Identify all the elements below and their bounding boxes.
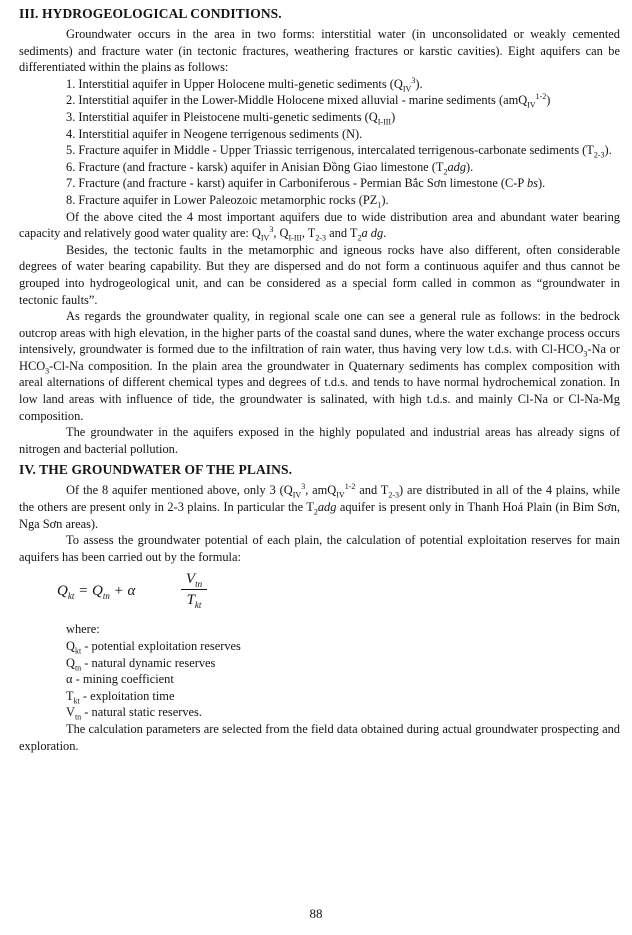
pollution-paragraph: The groundwater in the aquifers exposed in the highly populated and industrial areas has already signs of nitrogen and bacterial pollution. [19, 425, 620, 456]
tectonic-faults-paragraph: Besides, the tectonic faults in the metamorphic and igneous rocks have also different, often considerable degrees of water bearing capability. But they are dispersed and do not form a continuous aquifer and thus cannot be grouped into hydrogeological unit, and can be considered as a special form called in common as “groundwater in tectonic faults”. [19, 242, 620, 307]
assessment-paragraph: To assess the groundwater potential of each plain, the calculation of potential exploitation reserves for main aquifers has been carried out by the formula: [19, 533, 620, 564]
formula-denominator: $T_{kt}$ [186, 592, 202, 611]
water-quality-paragraph: As regards the groundwater quality, in regional scale one can see a general rule as follows: in the bedrock outcrop areas with high elevation, in the higher parts of the coastal sand dunes, where the water exchange process occurs intensively, groundwater is formed due to the infiltration of rain water, thus having very low t.d.s. with $Cl-HCO_3-Na$ or $HCO_3-Cl-Na$ composition. In the plain area the groundwater in Quaternary sediments has complex composition with areal alternations of different chemical types and degrees of t.d.s. and tends to have normal hydrochemical zonation. In low land areas with influence of tide, the groundwater is salinated, with high t.d.s. and mainly Cl-Na or Cl-Na-Mg composition. [19, 309, 620, 423]
aquifer-item-6: 6. Fracture (and fracture - karsk) aquifer in Anisian Đồng Giao limestone $(T_2adg)$. [66, 159, 474, 177]
aquifer-item-2: 2. Interstitial aquifer in the Lower-Middle Holocene mixed alluvial - marine sediments (amQ$_{IV}^{1-2}$) [66, 92, 551, 110]
legend-tkt: $T_{kt}$ - exploitation time [66, 688, 175, 706]
aquifer-item-4: 4. Interstitial aquifer in Neogene terrigenous sediments (N). [66, 126, 363, 141]
fraction-bar [181, 589, 207, 590]
closing-paragraph: The calculation parameters are selected from the field data obtained during actual groundwater prospecting and exploration. [19, 721, 620, 753]
aquifer-item-8: 8. Fracture aquifer in Lower Paleozoic metamorphic rocks $(PZ_1)$. [66, 192, 389, 210]
formula-numerator: $V_{tn}$ [185, 571, 203, 590]
page-number: 88 [309, 906, 323, 921]
distribution-paragraph: Of the 8 aquifer mentioned above, only 3 ($Q_{IV}^3$, amQ$_{IV}^{1-2}$ and $T_{2-3}$) are distributed in all of the 4 plains, while the others are present only in 2-3 plains. In particular the $T_2adg$ aquifer is present only in Thanh Hoá Plain (in Bỉm Sơn, Nga Sơn areas). [19, 482, 621, 531]
intro-paragraph: Groundwater occurs in the area in two forms: interstitial water (in unconsolidated or weakly cemented sediments) and fracture water (in tectonic fractures, weathering fractures or karstic cavities). Eight aquifers can be differentiated within the plains as follows: [19, 27, 620, 75]
reserves-formula [57, 567, 620, 617]
aquifer-item-3: 3. Interstitial aquifer in Pleistocene multi-genetic sediments $(Q_{I-III})$ [66, 109, 396, 127]
section-heading-groundwater-plains: IV. THE GROUNDWATER OF THE PLAINS. [19, 462, 293, 478]
legend-vtn: $V_{tn}$ - natural static reserves. [66, 705, 202, 722]
section-heading-hydrogeological: III. HYDROGEOLOGICAL CONDITIONS. [19, 6, 282, 21]
formula-left-side: $Q_{kt} = Q_{tn} + \alpha$ [57, 583, 136, 602]
legend-qkt: $Q_{kt}$ - potential exploitation reserves [66, 639, 241, 656]
aquifer-item-1: 1. Interstitial aquifer in Upper Holocene multi-genetic sediments $(Q_{IV}^3)$. [66, 75, 423, 94]
formula-fraction [181, 571, 207, 611]
legend-qtn: $Q_{tn}$ - natural dynamic reserves [66, 655, 216, 673]
aquifer-item-7: 7. Fracture (and fracture - karst) aquifer in Carboniferous - Permian Bắc Sơn limestone (C-P bs). [66, 176, 546, 191]
where-label: where: [66, 622, 100, 637]
legend-alpha: α - mining coefficient [66, 672, 174, 687]
important-aquifers-paragraph: Of the above cited the 4 most important aquifers due to wide distribution area and abundant water bearing capacity and relatively good water quality are: $Q_{IV}^3$, $Q_{I-III}$, $T_{2-3}$ and $T_2a$ dg. [19, 209, 620, 243]
aquifer-item-5: 5. Fracture aquifer in Middle - Upper Triassic terrigenous, intercalated terrigenous-carbonate sediments $(T_{2-3})$. [66, 143, 612, 160]
